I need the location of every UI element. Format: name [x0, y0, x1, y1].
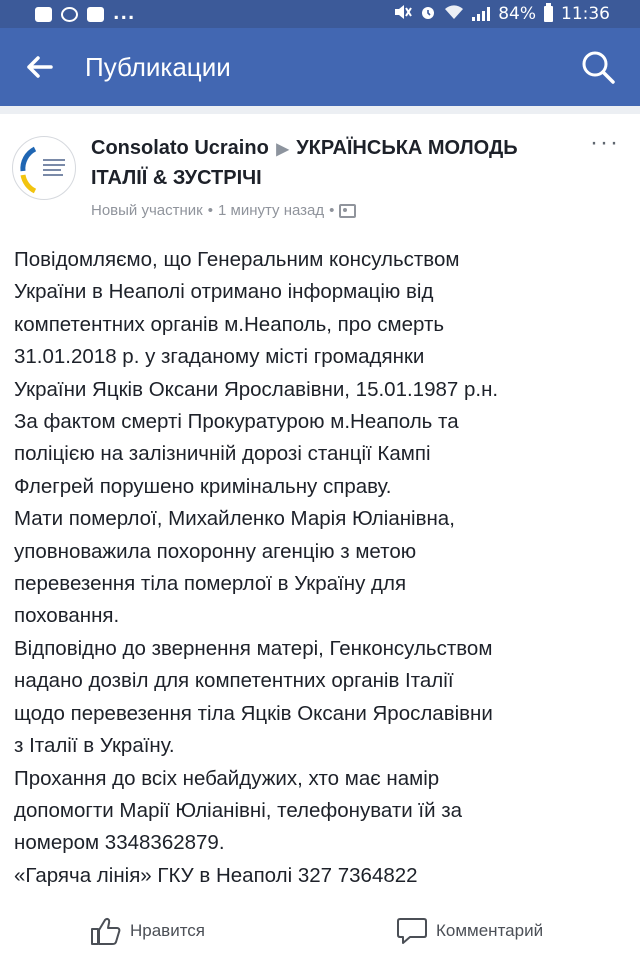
mute-icon [394, 4, 412, 25]
post-line: з Італії в Україну. [14, 734, 175, 758]
post-line: Мати померлої, Михайленко Марія Юліанівна, [14, 507, 455, 531]
post-line: За фактом смерті Прокуратурою м.Неаполь та [14, 410, 459, 434]
post-line: щодо перевезення тіла Яцків Оксани Ярославівни [14, 701, 493, 725]
search-button[interactable] [578, 48, 618, 88]
post-time[interactable]: 1 минуту назад [218, 202, 325, 219]
group-name[interactable]: УКРАЇНСЬКА МОЛОДЬ ІТАЛІЇ & ЗУСТРІЧІ [91, 137, 518, 189]
wifi-icon [444, 4, 464, 25]
status-bar [0, 0, 640, 28]
post-line: перевезення тіла померлої в Україну для [14, 572, 407, 596]
post-line: Флегрей порушено кримінальну справу. [14, 474, 392, 498]
messenger-icon [35, 7, 52, 22]
group-audience-icon [339, 204, 356, 218]
post-line: «Гаряча лінія» ГКУ в Неаполі 327 7364822 [14, 863, 418, 887]
author-line [91, 134, 541, 192]
post-line: допомогти Марії Юліанівні, телефонувати їй за [14, 798, 463, 822]
notification-icons [35, 4, 135, 24]
post-line: Прохання до всіх небайдужих, хто має намір [14, 766, 440, 790]
comment-label: Комментарий [436, 921, 544, 940]
post-body [14, 244, 630, 892]
post-line: 31.01.2018 р. у згаданому місті громадянки [14, 345, 425, 369]
system-status [394, 0, 610, 28]
search-icon [578, 48, 618, 88]
instagram-icon [61, 7, 78, 22]
comment-icon [396, 916, 428, 946]
alarm-icon [420, 4, 436, 25]
facebook-icon [87, 7, 104, 22]
post-line: України в Неаполі отримано інформацію від [14, 280, 434, 304]
post-meta [91, 202, 541, 219]
back-button[interactable] [22, 50, 56, 84]
post-actions [0, 912, 640, 962]
app-bar [0, 28, 640, 106]
clock: 11:36 [561, 4, 610, 24]
arrow-right-icon: ▶ [276, 141, 289, 158]
comment-button[interactable] [396, 916, 543, 946]
consulate-logo-icon [13, 137, 76, 200]
post-line: Відповідно до звернення матері, Генконсульством [14, 636, 493, 660]
post-line: України Яцків Оксани Ярославівни, 15.01.1987 р.н. [14, 377, 499, 401]
author-name[interactable]: Consolato Ucraino [91, 137, 269, 159]
member-badge: Новый участник [91, 202, 203, 219]
more-options-button[interactable]: ··· [590, 129, 620, 156]
signal-icon [472, 7, 490, 21]
battery-icon [544, 6, 553, 22]
like-label: Нравится [130, 921, 206, 940]
author-avatar[interactable] [12, 136, 76, 200]
post-line: номером 3348362879. [14, 831, 225, 855]
thumbs-up-icon [90, 916, 122, 946]
meta-separator: • [329, 202, 335, 219]
page-title: Публикации [85, 52, 231, 82]
post-line: уповноважила похоронну агенцію з метою [14, 539, 417, 563]
like-button[interactable] [90, 916, 205, 946]
arrow-left-icon [25, 55, 53, 79]
post-line: Повідомляємо, що Генеральним консульством [14, 248, 460, 271]
meta-separator: • [207, 202, 213, 219]
post-header [91, 134, 541, 219]
post-line: поліцією на залізничній дорозі станції Кампі [14, 442, 431, 466]
post-card [0, 114, 640, 976]
post-line: надано дозвіл для компетентних органів Італії [14, 669, 454, 693]
overflow-notifications: ... [113, 4, 136, 24]
battery-percent: 84% [498, 4, 536, 24]
post-line: компетентних органів м.Неаполь, про смерть [14, 312, 445, 336]
post-line: поховання. [14, 604, 120, 628]
